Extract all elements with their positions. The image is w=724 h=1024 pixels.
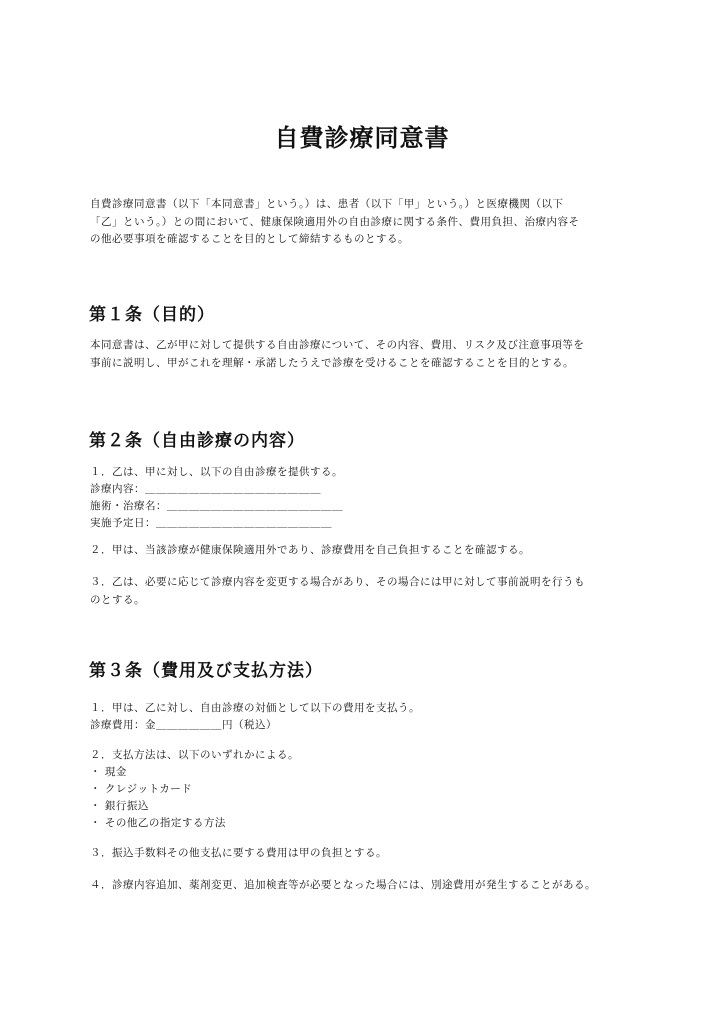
article2-item3: ３．乙は、必要に応じて診療内容を変更する場合があり、その場合には甲に対して事前説明を行うも のとする。 <box>90 576 585 606</box>
field-date: 実施予定日：＿＿＿＿＿＿＿＿＿＿＿＿＿＿＿＿ <box>90 517 332 529</box>
intro-paragraph: 自費診療同意書（以下「本同意書」という。）は、患者（以下「甲」という。）と医療機関（以下 「乙」という。）との間において、健康保険適用外の自由診療に関する条件、費用負担、治療内容そ の他必要事項を確認することを目的として締結するものとする。 <box>90 198 580 245</box>
article3-heading: 第３条（費用及び支払方法） <box>89 661 323 681</box>
article3-item4: ４．診療内容追加、薬剤変更、追加検査等が必要となった場合には、別途費用が発生することがある。 <box>90 879 596 891</box>
document-title: 自費診療同意書 <box>274 124 450 152</box>
payment-method-item: ・ 現金 <box>90 766 127 778</box>
article1-body: 本同意書は、乙が甲に対して提供する自由診療について、その内容、費用、リスク及び注意事項等を 事前に説明し、甲がこれを理解・承諾したうえで診療を受けることを確認することを目的とする。 <box>90 339 585 369</box>
article3-item1: １．甲は、乙に対し、自由診療の対価として以下の費用を支払う。 <box>90 702 420 714</box>
field-treatment: 施術・治療名：＿＿＿＿＿＿＿＿＿＿＿＿＿＿＿＿ <box>90 500 343 512</box>
field-content: 診療内容：＿＿＿＿＿＿＿＿＿＿＿＿＿＿＿＿ <box>90 483 321 495</box>
article2-item1: １．乙は、甲に対し、以下の自由診療を提供する。 <box>90 466 343 478</box>
payment-method-item: ・ 銀行振込 <box>90 800 149 812</box>
article3-item3: ３．振込手数料その他支払に要する費用は甲の負担とする。 <box>90 847 387 859</box>
payment-method-item: ・ その他乙の指定する方法 <box>90 817 226 829</box>
article2-heading: 第２条（自由診療の内容） <box>89 431 305 451</box>
article3-item2: ２．支払方法は、以下のいずれかによる。 <box>90 749 299 761</box>
article1-heading: 第１条（目的） <box>89 305 215 325</box>
article2-item2: ２．甲は、当該診療が健康保険適用外であり、診療費用を自己負担することを確認する。 <box>90 544 530 556</box>
payment-method-item: ・ クレジットカード <box>90 783 193 795</box>
fee-field: 診療費用：金＿＿＿＿＿＿円（税込） <box>90 719 277 731</box>
